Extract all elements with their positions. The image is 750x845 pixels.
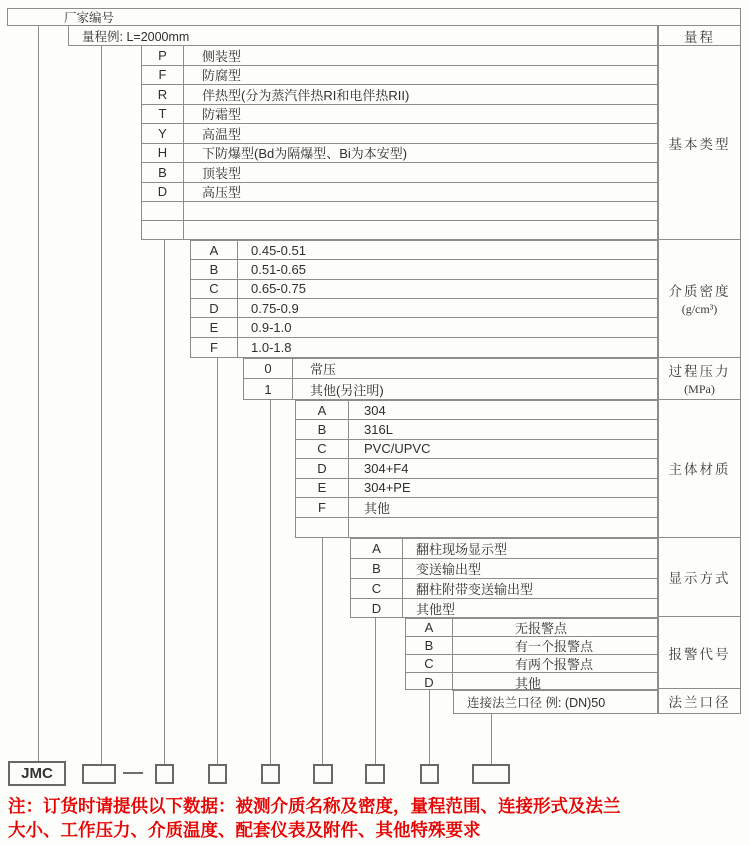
- table-row: [244, 379, 657, 399]
- code-cell: D: [296, 459, 349, 477]
- code-cell: C: [351, 579, 403, 598]
- connector-line: [375, 618, 376, 764]
- table-row: [142, 183, 657, 203]
- table-row: [406, 673, 657, 691]
- model-box-body-material: [313, 764, 333, 784]
- code-cell: B: [406, 637, 453, 654]
- desc-cell: 伴热型(分为蒸汽伴热RI和电伴热RII): [202, 87, 410, 103]
- category-label-text: 法兰口径: [668, 695, 731, 711]
- category-label-process-pressure: [659, 358, 740, 400]
- code-cell: A: [351, 539, 403, 558]
- code-cell: E: [191, 318, 238, 336]
- category-label-basic-type: [659, 46, 740, 240]
- model-box-process-pressure: [261, 764, 280, 784]
- model-box-alarm-code: [420, 764, 439, 784]
- code-cell: A: [406, 619, 453, 636]
- table-row: [142, 105, 657, 125]
- desc-cell: 侧装型: [202, 48, 242, 64]
- connector-line: [429, 690, 430, 764]
- category-label-range: [659, 26, 740, 46]
- model-prefix-label: JMC: [21, 765, 53, 782]
- category-label-alarm-code: [659, 617, 740, 689]
- code-cell: F: [296, 498, 349, 517]
- code-cell: [142, 221, 184, 239]
- desc-cell: 翻柱附带变送输出型: [416, 582, 534, 597]
- desc-cell: 0.9-1.0: [251, 320, 292, 336]
- desc-cell: [184, 221, 657, 239]
- desc-cell: 0.45-0.51: [251, 242, 306, 258]
- category-label-unit: (g/cm³): [681, 302, 718, 317]
- code-cell: D: [351, 599, 403, 618]
- code-cell: P: [142, 46, 184, 65]
- table-row: [142, 163, 657, 183]
- order-note-line2: 大小、工作压力、介质温度、配套仪表及附件、其他特殊要求: [8, 820, 481, 840]
- range-example-label: 量程例: L=2000mm: [82, 29, 190, 44]
- code-cell: F: [191, 338, 238, 357]
- category-label-text: 主体材质: [668, 462, 731, 478]
- code-cell: C: [191, 280, 238, 298]
- table-row: [142, 144, 657, 164]
- desc-cell: 304+PE: [364, 480, 411, 496]
- desc-cell: 304: [364, 402, 386, 418]
- connector-line: [38, 25, 39, 761]
- section-table-process-pressure: [243, 358, 658, 400]
- model-box-flange-size: [472, 764, 510, 784]
- category-label-text: 显示方式: [668, 570, 731, 586]
- dash-separator: [123, 772, 143, 774]
- desc-cell: 其他: [364, 500, 391, 516]
- table-row: [191, 241, 657, 260]
- order-note: [8, 794, 748, 842]
- code-cell: D: [406, 673, 453, 691]
- desc-cell: [184, 202, 657, 220]
- desc-cell: 316L: [364, 422, 393, 438]
- code-cell: D: [191, 299, 238, 317]
- section-table-body-material: [295, 400, 658, 538]
- desc-cell: 常压: [310, 362, 337, 378]
- table-row: [191, 299, 657, 318]
- table-row: [142, 66, 657, 86]
- flange-size-row: [453, 690, 658, 714]
- category-label-text: 基本类型: [668, 136, 731, 152]
- connector-line: [217, 358, 218, 764]
- desc-cell: 有一个报警点: [515, 639, 594, 654]
- desc-cell: [349, 518, 657, 537]
- category-label-text: 介质密度: [668, 284, 731, 300]
- table-row: [406, 637, 657, 655]
- desc-cell: 顶装型: [202, 165, 242, 181]
- code-cell: B: [296, 420, 349, 438]
- connector-line: [270, 400, 271, 764]
- code-cell: H: [142, 144, 184, 163]
- connector-line: [101, 45, 102, 764]
- table-row: [191, 260, 657, 279]
- table-row: [191, 318, 657, 337]
- desc-cell: 防腐型: [202, 68, 242, 84]
- desc-cell: 下防爆型(Bd为隔爆型、Bi为本安型): [202, 146, 408, 162]
- flange-size-note: 连接法兰口径 例: (DN)50: [467, 696, 606, 710]
- range-example-row: [68, 25, 658, 46]
- table-row: [296, 498, 657, 518]
- code-cell: B: [191, 260, 238, 278]
- desc-cell: 0.51-0.65: [251, 262, 306, 278]
- code-cell: 0: [244, 359, 293, 378]
- model-prefix-box: [8, 761, 66, 786]
- connector-line: [322, 538, 323, 764]
- desc-cell: 304+F4: [364, 460, 409, 476]
- desc-cell: 翻柱现场显示型: [416, 542, 508, 557]
- manufacturer-code-row: [7, 8, 741, 26]
- code-cell: R: [142, 85, 184, 104]
- table-row: [142, 221, 657, 239]
- category-label-text: 量程: [684, 29, 715, 45]
- code-cell: C: [406, 655, 453, 672]
- desc-cell: 高压型: [202, 185, 242, 201]
- desc-cell: 无报警点: [515, 621, 568, 636]
- desc-cell: 高温型: [202, 126, 242, 142]
- table-row: [191, 338, 657, 357]
- code-cell: A: [296, 401, 349, 419]
- code-cell: E: [296, 479, 349, 497]
- table-row: [191, 280, 657, 299]
- table-row: [142, 85, 657, 105]
- order-note-line1: 注：订货时请提供以下数据：被测介质名称及密度，量程范围、连接形式及法兰: [8, 796, 621, 816]
- desc-cell: 1.0-1.8: [251, 339, 292, 355]
- category-label-flange-size: [659, 689, 740, 713]
- category-label-text: 过程压力: [668, 364, 731, 379]
- model-box-medium-density: [208, 764, 227, 784]
- section-table-basic-type: [141, 45, 658, 240]
- desc-cell: 变送输出型: [416, 562, 482, 577]
- table-row: [296, 420, 657, 439]
- table-row: [296, 459, 657, 478]
- table-row: [142, 46, 657, 66]
- code-cell: Y: [142, 124, 184, 143]
- desc-cell: 0.75-0.9: [251, 300, 299, 316]
- category-label-column: [658, 25, 741, 714]
- connector-line: [164, 240, 165, 764]
- category-label-text: 报警代号: [668, 646, 731, 662]
- desc-cell: 其他(另注明): [310, 382, 384, 398]
- code-cell: 1: [244, 379, 293, 399]
- model-box-range: [82, 764, 116, 784]
- code-cell: T: [142, 105, 184, 124]
- code-cell: D: [142, 183, 184, 202]
- table-row: [142, 124, 657, 144]
- code-cell: B: [351, 559, 403, 578]
- table-row: [296, 401, 657, 420]
- code-cell: F: [142, 66, 184, 85]
- section-table-medium-density: [190, 240, 658, 358]
- code-cell: A: [191, 241, 238, 259]
- model-box-basic-type: [155, 764, 174, 784]
- code-cell: C: [296, 440, 349, 458]
- desc-cell: 防霜型: [202, 107, 242, 123]
- desc-cell: 0.65-0.75: [251, 281, 306, 297]
- model-box-display-mode: [365, 764, 385, 784]
- desc-cell: 其他: [515, 675, 542, 691]
- category-label-medium-density: [659, 240, 740, 358]
- desc-cell: 其他型: [416, 602, 456, 617]
- category-label-display-mode: [659, 538, 740, 618]
- section-table-display-mode: [350, 538, 658, 618]
- code-cell: [142, 202, 184, 220]
- desc-cell: 有两个报警点: [515, 657, 594, 672]
- table-row: [351, 579, 657, 599]
- table-row: [296, 518, 657, 537]
- desc-cell: PVC/UPVC: [364, 441, 431, 457]
- table-row: [244, 359, 657, 379]
- connector-line: [491, 714, 492, 764]
- table-row: [406, 619, 657, 637]
- manufacturer-code-label: 厂家编号: [64, 11, 115, 25]
- table-row: [296, 440, 657, 459]
- category-label-unit: (MPa): [684, 382, 715, 396]
- table-row: [351, 559, 657, 579]
- category-label-body-material: [659, 400, 740, 538]
- table-row: [406, 655, 657, 673]
- table-row: [142, 202, 657, 221]
- table-row: [351, 539, 657, 559]
- table-row: [351, 599, 657, 618]
- code-cell: [296, 518, 349, 537]
- table-row: [296, 479, 657, 498]
- section-table-alarm-code: [405, 618, 658, 690]
- code-cell: B: [142, 163, 184, 182]
